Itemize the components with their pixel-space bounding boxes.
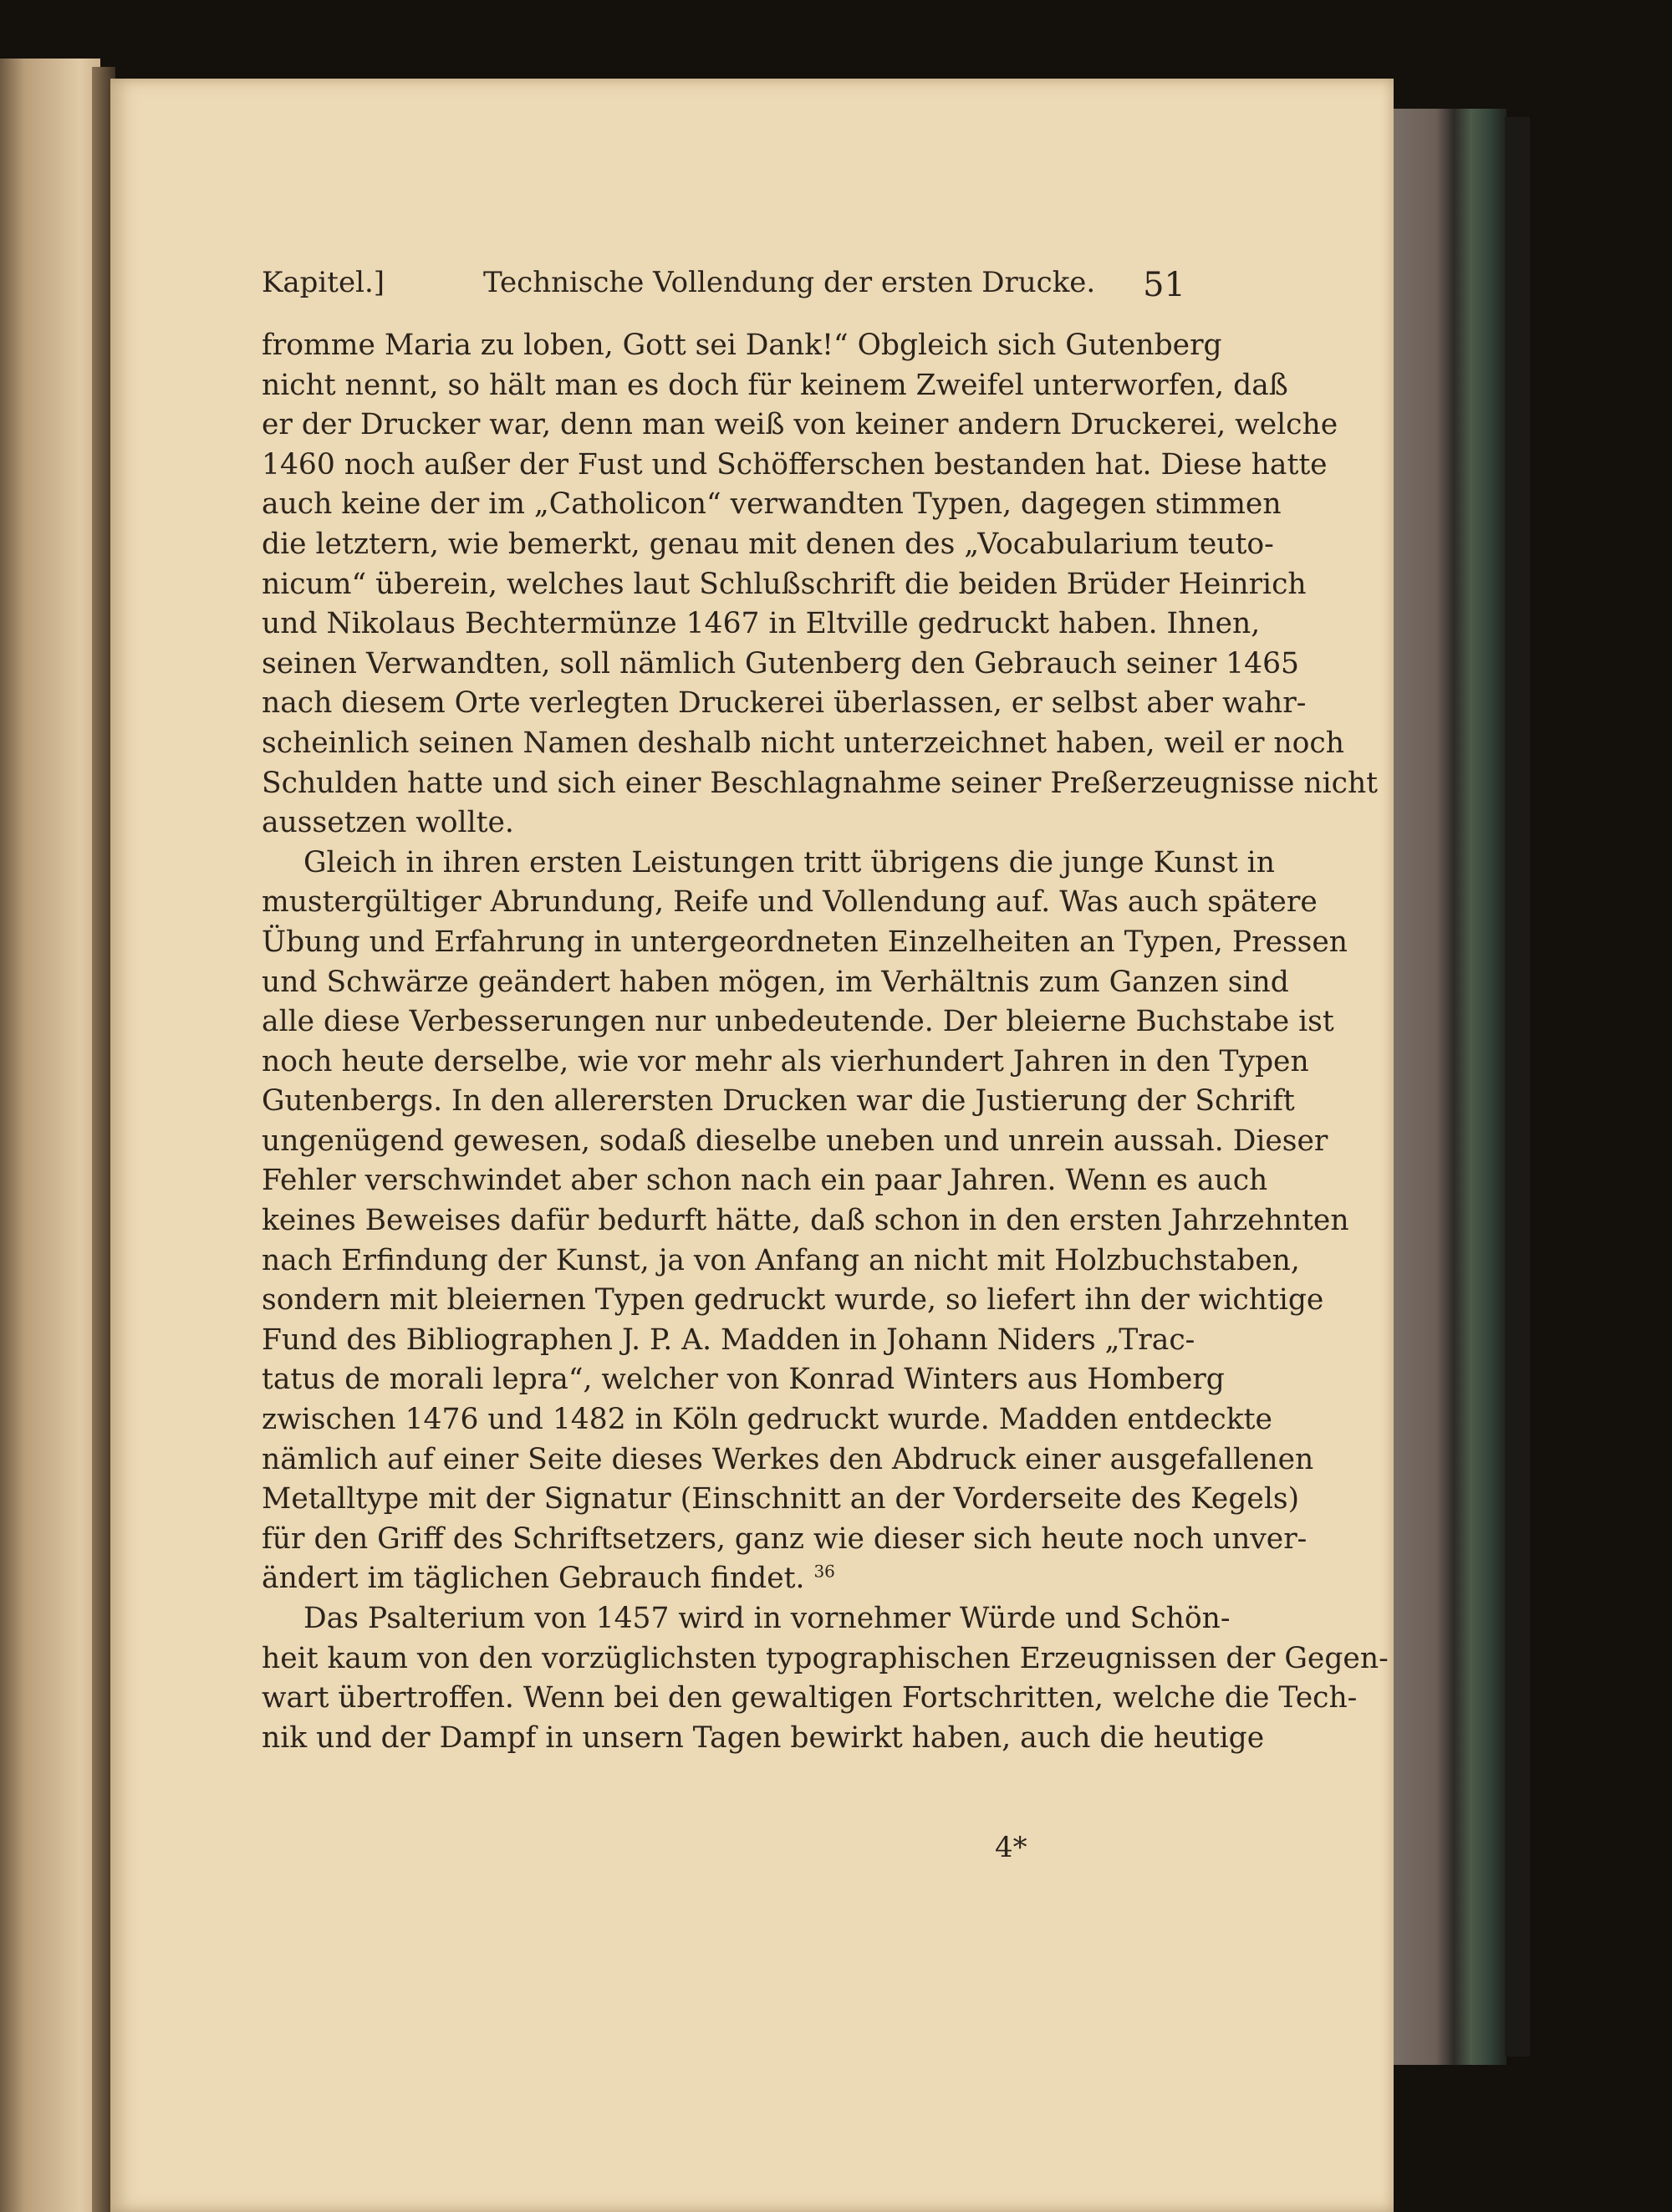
running-header [262,266,1185,308]
line-text: auch keine der im „Catholicon“ verwandten Typen, dagegen stimmen [262,487,1282,522]
text-line [262,1599,1231,1639]
line-text: Schulden hatte und sich einer Beschlagnahme seiner Preßerzeugnisse nicht [262,766,1379,800]
line-text: alle diese Verbesserungen nur unbedeutende. Der bleierne Buchstabe ist [262,1005,1334,1039]
text-line [262,844,1275,884]
line-text: mustergültiger Abrundung, Reife und Vollendung auf. Was auch spätere [262,885,1318,920]
text-line [262,803,1185,844]
line-text: Das Psalterium von 1457 wird in vornehmer Würde und Schön- [303,1602,1231,1635]
line-text: Metalltype mit der Signatur (Einschnitt an der Vorderseite des Kegels) [262,1482,1300,1516]
line-text: nach diesem Orte verlegten Druckerei überlassen, er selbst aber wahr- [262,686,1307,721]
text-line [262,923,1348,963]
line-text: 1460 noch außer der Fust und Schöfferschen bestanden hat. Diese hatte [262,447,1328,482]
book-cover-board [1389,109,1506,2065]
line-text: nach Erfindung der Kunst, ja von Anfang an nicht mit Holzbuchstaben, [262,1243,1300,1277]
line-text: sondern mit bleiernen Typen gedruckt wurde, so liefert ihn der wichtige [262,1283,1324,1318]
line-text: für den Griff des Schriftsetzers, ganz wie dieser sich heute noch unver- [262,1521,1308,1556]
text-line [262,963,1289,1003]
text-line [262,1281,1324,1321]
text-line [262,405,1338,446]
text-line [262,1679,1358,1719]
text-line [262,485,1282,525]
line-text: seinen Verwandten, soll nämlich Gutenberg den Gebrauch seiner 1465 [262,646,1299,680]
text-line [262,1400,1272,1440]
line-text: zwischen 1476 und 1482 in Köln gedruckt wurde. Madden entdeckte [262,1403,1272,1437]
header-chapter: Kapitel.] [262,266,385,299]
text-line [262,1360,1225,1400]
line-text: nicum“ überein, welches laut Schlußschrift die beiden Brüder Heinrich [262,567,1307,601]
text-line [262,764,1379,804]
page-number: 51 [1143,266,1185,304]
text-line [262,645,1299,685]
line-text: nämlich auf einer Seite dieses Werkes den Abdruck einer ausgefallenen [262,1442,1314,1476]
body-text [262,326,1389,1758]
text-line [262,366,1288,406]
line-text: wart übertroffen. Wenn bei den gewaltigen Fortschritten, welche die Tech- [262,1681,1358,1715]
left-page-edge [0,59,100,2212]
line-text: fromme Maria zu loben, Gott sei Dank!“ Obgleich sich Gutenberg [262,329,1222,362]
text-line [262,1321,1195,1361]
text-line [262,1241,1300,1282]
signature-mark: 4* [995,1831,1027,1864]
line-text: Gleich in ihren ersten Leistungen tritt übrigens die junge Kunst in [303,845,1275,879]
text-line [262,326,1222,366]
line-text: keines Beweises dafür bedurft hätte, daß schon in den ersten Jahrzehnten [262,1204,1349,1238]
text-line [262,1201,1349,1241]
text-line [262,1719,1265,1759]
line-text: er der Drucker war, denn man weiß von keiner andern Druckerei, welche [262,408,1338,442]
line-text: aussetzen wollte. [262,806,514,840]
line-text: tatus de morali lepra“, welcher von Konrad Winters aus Homberg [262,1363,1225,1397]
text-line [262,525,1274,565]
line-text: ändert im täglichen Gebrauch findet. [262,1562,805,1596]
line-text: heit kaum von den vorzüglichsten typographischen Erzeugnissen der Gegen- [262,1641,1389,1675]
text-line [262,1161,1268,1201]
line-text: Gutenbergs. In den allerersten Drucken war die Justierung der Schrift [262,1084,1295,1119]
text-line [262,883,1318,923]
book-cover-edge [1505,117,1530,2057]
text-line [262,604,1261,645]
text-line [262,1520,1308,1560]
line-text: und Schwärze geändert haben mögen, im Verhältnis zum Ganzen sind [262,965,1289,999]
line-text: und Nikolaus Bechtermünze 1467 in Eltville gedruckt haben. Ihnen, [262,607,1261,641]
text-line [262,1480,1300,1520]
text-line [262,724,1344,764]
text-line [262,684,1307,724]
text-line [262,1639,1389,1679]
line-text: Übung und Erfahrung in untergeordneten Einzelheiten an Typen, Pressen [262,925,1348,959]
line-text: ungenügend gewesen, sodaß dieselbe uneben und unrein aussah. Dieser [262,1124,1328,1158]
line-text: Fund des Bibliographen J. P. A. Madden in Johann Niders „Trac- [262,1323,1195,1357]
line-text: Fehler verschwindet aber schon nach ein paar Jahren. Wenn es auch [262,1164,1268,1198]
text-line [262,446,1328,486]
line-text: die letztern, wie bemerkt, genau mit denen des „Vocabularium teuto- [262,527,1274,561]
text-line [262,1122,1328,1162]
line-text: noch heute derselbe, wie vor mehr als vierhundert Jahren in den Typen [262,1044,1309,1078]
text-line [262,1559,1185,1599]
text-line [262,1042,1309,1083]
text-line [262,1440,1314,1481]
text-line [262,565,1307,605]
line-text: nicht nennt, so hält man es doch für keinem Zweifel unterworfen, daß [262,368,1288,402]
text-line [262,1082,1295,1122]
footnote-reference: 36 [813,1561,835,1582]
line-text: nik und der Dampf in unsern Tagen bewirkt haben, auch die heutige [262,1720,1265,1755]
text-line [262,1002,1334,1042]
line-text: scheinlich seinen Namen deshalb nicht unterzeichnet haben, weil er noch [262,726,1344,760]
header-title: Technische Vollendung der ersten Drucke. [483,266,1096,299]
